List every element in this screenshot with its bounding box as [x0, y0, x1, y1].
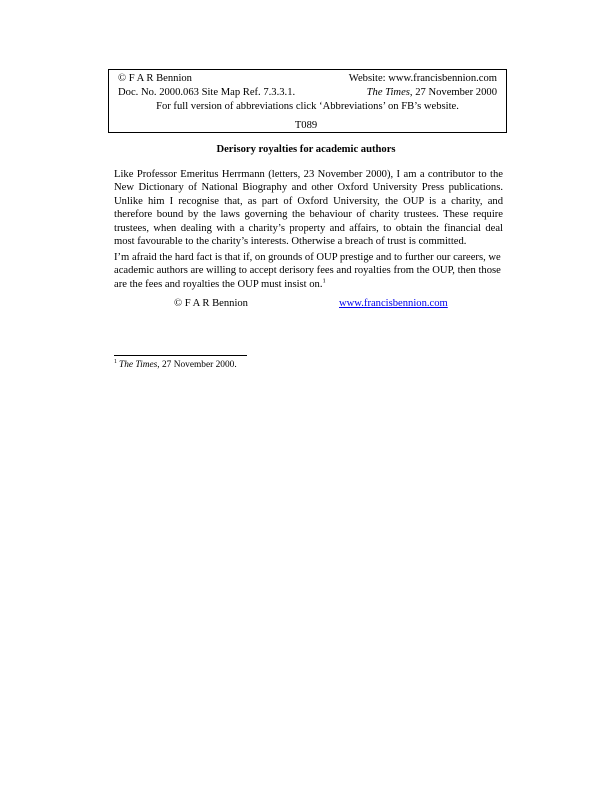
- header-row-2: [118, 86, 497, 100]
- footnote: [114, 360, 237, 370]
- footnote-ref[interactable]: 1: [322, 277, 326, 285]
- signature-copyright: © F A R Bennion: [174, 298, 248, 309]
- header-website: Website: www.francisbennion.com: [348, 73, 497, 84]
- header-row-3: [118, 100, 497, 114]
- header-copyright: © F A R Bennion: [118, 73, 192, 84]
- paragraph-1: Like Professor Emeritus Herrmann (letters, 23 November 2000), I am a contributor to the New Dictionary of National Biography and other Oxford University Press publications. Unlike him I recognise that, as part of Oxford University, the OUP is a charity, and therefore bound by the laws governing the behaviour of charity trustees. These require trustees, when dealing with a charity’s property and affairs, to obtain the financial deal most favourable to the charity’s interests. Otherwise a breach of trust is committed.: [114, 169, 503, 248]
- website-link[interactable]: www.francisbennion.com: [339, 298, 448, 309]
- document-id: T089: [294, 120, 318, 131]
- footnote-source-date: , 27 November 2000.: [157, 360, 237, 370]
- footnote-source-title: The Times: [119, 360, 158, 370]
- paragraph-2: [114, 251, 503, 291]
- header-source: [367, 86, 497, 100]
- header-row-1: [118, 72, 497, 86]
- header-source-date: , 27 November 2000: [409, 87, 497, 98]
- header-abbrev-note: For full version of abbreviations click ‘Abbreviations’ on FB’s website.: [156, 101, 459, 112]
- article-title: Derisory royalties for academic authors: [216, 144, 396, 155]
- paragraph-2-text: I’m afraid the hard fact is that if, on grounds of OUP prestige and to further our careers, we academic authors are willing to accept derisory fees and royalties from the OUP, then those are the fees and royalties the OUP must insist on.: [114, 252, 501, 290]
- footnote-number: 1: [114, 358, 117, 365]
- footnote-divider: [114, 355, 247, 356]
- header-source-title: The Times: [366, 87, 410, 98]
- header-doc-ref: Doc. No. 2000.063 Site Map Ref. 7.3.3.1.: [118, 87, 296, 98]
